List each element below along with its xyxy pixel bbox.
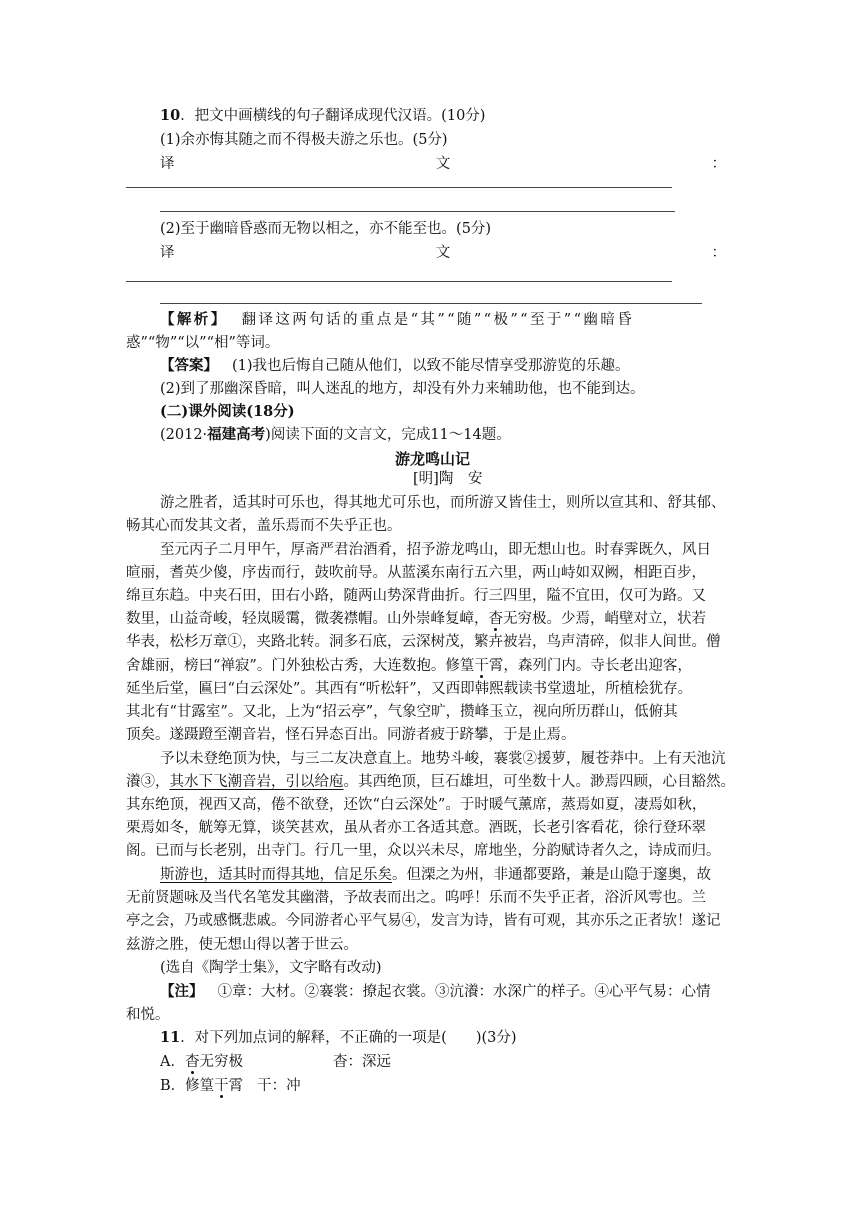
text-segment: 瀁③，: [126, 774, 170, 790]
passage-line: 暄丽，耆英少傻，序齿而行，鼓吹前导。从蓝溪东南行五六里，两山峙如双阙，相距百步，: [126, 565, 706, 581]
passage-line: 栗焉如冬，觥筹无算，谈笑甚欢，虽从者亦工各适其意。酒既，长老引客看花，徐行登环翠: [126, 820, 706, 836]
option-text: 霄: [228, 1078, 244, 1094]
q10-stem-text: ．把文中画横线的句子翻译成现代汉语。(10分): [180, 108, 486, 124]
q10-sentence-2: (2)至于幽暗昏惑而无物以相之，亦不能至也。(5分): [160, 221, 492, 237]
passage-line: 华表，松杉万章①，夹路北转。洞多石底，云深树茂，繁卉被岩，鸟声清碎，似非人间世。僧: [126, 634, 721, 650]
passage-line: 畅其心而发其文者，盖乐焉而不失乎正也。: [126, 518, 402, 534]
section-heading: (二)课外阅读(18分): [160, 403, 295, 420]
underlined-sentence: 斯游也，适其时而得其地，信足乐矣: [160, 867, 392, 883]
analysis-text-1: 翻译这两句话的重点是“其”“随”“极”“至于”“幽暗昏: [241, 312, 635, 328]
option-text: 无穷极: [199, 1054, 243, 1070]
text-segment: 霄，森列门内。寺长老出迎客，: [488, 658, 692, 674]
passage-line: 至元丙子二月甲午，厚斋严君治酒肴，招予游龙鸣山，即无想山也。时春霁既久，风日: [160, 542, 711, 558]
q10-stem: [160, 106, 485, 126]
answer-line-1: [160, 356, 630, 376]
wen-label: 文: [435, 245, 451, 261]
yi-label: 译: [160, 245, 175, 261]
underlined-sentence: 其水下飞潮音岩，引以给庖: [169, 774, 344, 790]
option-label: A．: [160, 1054, 185, 1070]
essay-author: [明]陶 安: [413, 471, 483, 487]
passage-line: 亭之会，乃或感慨悲戚。今同游者心平气易④，发言为诗，皆有可观，其亦乐之正者欤！遂记: [126, 913, 721, 929]
option-explanation: 干：冲: [257, 1078, 301, 1094]
q11-stem-text: ．对下列加点词的解释，不正确的一项是( )(3分): [180, 1030, 517, 1046]
passage-line: 予以未登绝顶为快，与三二友决意直上。地势斗峻，褰裳②援萝，履苍莽中。上有天池沆: [160, 751, 726, 767]
yi-label: 译: [160, 156, 175, 172]
q11-option-a: [160, 1052, 243, 1072]
dotted-word: 杳: [184, 1054, 200, 1070]
text-segment: 。其西绝顶，巨石雄坦，可坐数十人。渺焉四顾，心目豁然。: [343, 774, 735, 790]
notes-label: 【注】: [160, 983, 204, 1000]
notes-text-1: ①章：大材。②褰裳：撩起衣裳。③沆瀁：水深广的样子。④心平气易：心情: [217, 984, 711, 1000]
passage-line: [126, 656, 692, 676]
answer-label: 【答案】: [160, 357, 218, 374]
answer-rule: [160, 303, 702, 304]
text-segment: 无穷极。少焉，峭壁对立，状若: [503, 611, 706, 627]
passage-line: 顶矣。遂蹑蹬至潮音岩，怪石异态百出。同游者疲于跻攀，于是止焉。: [126, 727, 576, 743]
intro-post: )阅读下面的文言文，完成11～14题。: [265, 427, 511, 443]
passage-line: 延坐后堂，匾曰“白云深处”。其西有“听松轩”，又西即韩熙载读书堂遗址，所植桧犹存。: [126, 681, 693, 697]
intro-source: 福建高考: [207, 426, 266, 443]
passage-line: 无前贤题咏及当代名笔发其幽潜，予故表而出之。呜呼！乐而不失乎正者，浴沂风雩也。兰: [126, 890, 706, 906]
q11-number: 11: [160, 1029, 181, 1046]
answer-text-1: (1)我也后悔自己随从他们，以致不能尽情享受那游览的乐趣。: [232, 358, 630, 374]
text-segment: 数里，山益奇峻，轻岚暖霭，微袭襟帽。山外崇峰复嶂，: [126, 611, 489, 627]
colon-label: ：: [711, 156, 726, 172]
dotted-word: 干: [214, 1078, 229, 1094]
dotted-word: 杳: [488, 611, 503, 627]
text-segment: 舍雄丽，榜曰“禅寂”。门外独松古秀，大连数抱。修篁: [126, 658, 475, 674]
passage-line: [126, 609, 706, 629]
q11-option-b: [160, 1076, 301, 1096]
q10-answer-line-1: [160, 154, 726, 174]
answer-rule: [126, 281, 672, 282]
answer-line-2: (2)到了那幽深昏暗，叫人迷乱的地方，却没有外力来辅助他，也不能到达。: [160, 381, 645, 397]
passage-intro: [160, 425, 511, 445]
passage-source: (选自《陶学士集》，文字略有改动): [160, 960, 382, 976]
q10-sentence-1: (1)余亦悔其随之而不得极夫游之乐也。(5分): [160, 132, 448, 148]
analysis-line-2: 惑”“物”“以”“相”等词。: [126, 335, 280, 351]
q10-answer-line-2: [160, 243, 726, 263]
passage-line: 游之胜者，适其时可乐也，得其地尤可乐也，而所游又皆佳士，则所以宣其和、舒其郁、: [160, 495, 726, 511]
q11-option-a-explanation: 杳：深远: [333, 1054, 391, 1070]
option-label: B．修篁: [160, 1078, 215, 1094]
passage-line: 兹游之胜，使无想山得以著于世云。: [126, 937, 358, 953]
passage-line: [160, 865, 711, 885]
passage-line: [126, 772, 735, 792]
answer-rule: [160, 211, 675, 212]
notes-line-2: 和悦。: [126, 1007, 170, 1023]
wen-label: 文: [435, 156, 451, 172]
colon-label: ：: [711, 245, 726, 261]
q10-number: 10: [160, 107, 181, 124]
notes-line-1: [160, 982, 711, 1002]
q11-stem: [160, 1028, 517, 1048]
essay-title: 游龙鸣山记: [395, 450, 471, 468]
text-segment: 。但溧之为州，非通都要路，兼是山隐于邃奥，故: [392, 867, 711, 883]
passage-line: 阁。已而与长老别，出寺门。行几一里，众以兴未尽，席地坐，分韵赋诗者久之，诗成而归。: [126, 843, 721, 859]
answer-rule: [126, 187, 672, 188]
passage-line: 绵亘东趋。中夹石田，田右小路，随两山势深背曲折。行三四里，隘不宜田，仅可为路。又: [126, 588, 706, 604]
dotted-word: 干: [474, 658, 489, 674]
analysis-label: 【解析】: [160, 311, 228, 328]
analysis-line-1: [160, 310, 634, 330]
passage-line: 其北有“甘露室”。又北，上为“招云亭”，气象空旷，攒峰玉立，视向所历群山，低俯其: [126, 704, 678, 720]
passage-line: 其东绝顶，视西又高，倦不欲登，还饮“白云深处”。于时暖气薰席，蒸焉如夏，凄焉如秋，: [126, 797, 707, 813]
intro-pre: (2012·: [160, 427, 208, 443]
